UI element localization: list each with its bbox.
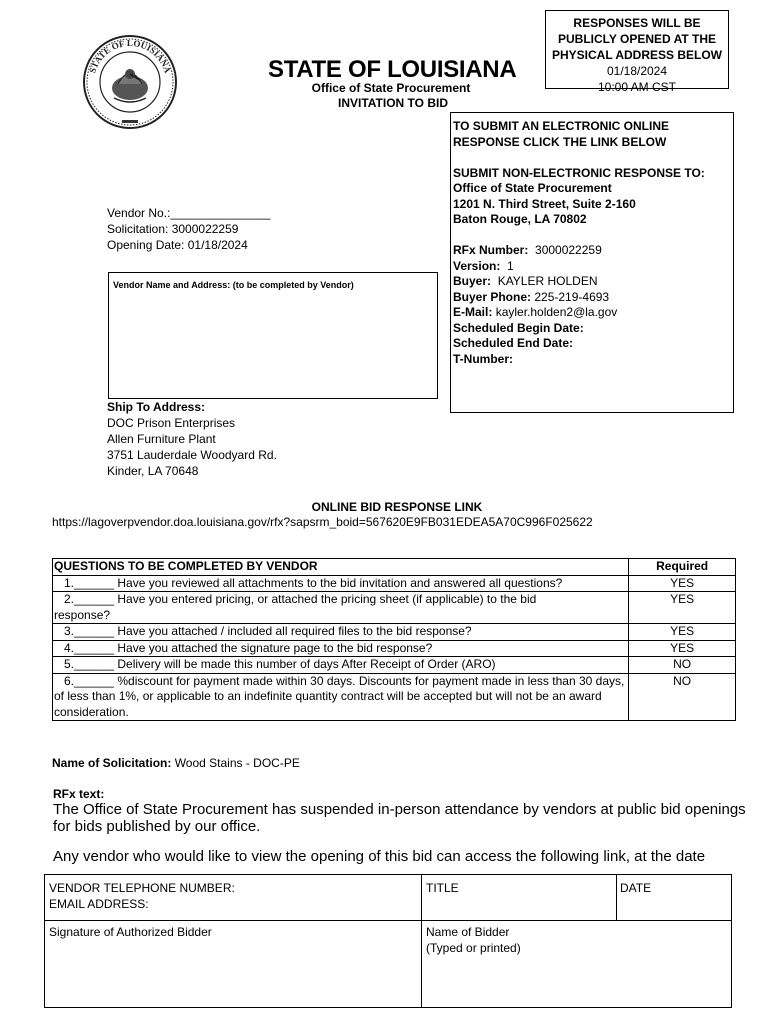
table-row <box>53 673 736 721</box>
submission-info-box <box>450 112 734 413</box>
begin-date: Scheduled Begin Date: <box>453 320 584 335</box>
question-cell[interactable]: 5.______ Delivery will be made this number of days After Receipt of Order (ARO) <box>53 657 629 674</box>
ship-to-line: 3751 Lauderdale Woodyard Rd. <box>107 448 277 462</box>
submit-address-line: Baton Rouge, LA 70802 <box>453 212 587 226</box>
signature-block <box>44 874 732 1008</box>
question-cell[interactable]: 1.______ Have you reviewed all attachments to the bid invitation and answered all questions? <box>53 575 629 592</box>
public-opening-notice <box>545 10 729 94</box>
question-cell[interactable]: 4.______ Have you attached the signature page to the bid response? <box>53 640 629 657</box>
rfx-text-paragraph: The Office of State Procurement has suspended in-person attendance by vendors at public bid openings for bids published by our office. <box>53 801 746 835</box>
question-cell[interactable]: 6.______ %discount for payment made within 30 days. Discounts for payment made in less than 30 days, of less than 1%, or applicable to an indefinite quantity contract will be accepted but will not be an award consideration. <box>53 673 629 721</box>
t-number: T-Number: <box>453 351 513 366</box>
buyer-email: E-Mail: kayler.holden2@la.gov <box>453 305 618 319</box>
submit-address-line: Office of State Procurement <box>453 181 612 195</box>
vendor-phone-field[interactable]: VENDOR TELEPHONE NUMBER: EMAIL ADDRESS: <box>49 881 235 911</box>
buyer-phone: Buyer Phone: 225-219-4693 <box>453 289 610 304</box>
signature-field[interactable]: Signature of Authorized Bidder <box>49 925 212 939</box>
required-cell: NO <box>629 657 736 674</box>
date-field[interactable]: DATE <box>620 881 652 895</box>
office-subtitle: Office of State Procurement <box>311 81 471 95</box>
required-cell: YES <box>629 575 736 592</box>
solicitation-number: Solicitation: 3000022259 <box>107 222 239 236</box>
title-field[interactable]: TITLE <box>426 881 459 895</box>
rfx-text-paragraph: Any vendor who would like to view the opening of this bid can access the following link, at the date <box>53 848 706 865</box>
vendor-box-label: Vendor Name and Address: (to be completed by Vendor) <box>113 280 354 290</box>
rfx-text-label: RFx text: <box>53 787 105 801</box>
opening-date-text: Opening Date: 01/18/2024 <box>107 238 248 252</box>
notice-line: RESPONSES WILL BE <box>573 16 701 30</box>
notice-line: PUBLICLY OPENED AT THE <box>557 32 717 46</box>
nonelectronic-heading: SUBMIT NON-ELECTRONIC RESPONSE TO: <box>453 165 705 180</box>
table-row <box>53 640 736 657</box>
online-link-heading: ONLINE BID RESPONSE LINK <box>311 500 483 514</box>
required-header: Required <box>629 559 736 576</box>
ship-to-line: Kinder, LA 70648 <box>107 464 199 478</box>
notice-line: PHYSICAL ADDRESS BELOW <box>551 48 722 62</box>
ship-to-address <box>107 399 277 479</box>
required-cell: YES <box>629 624 736 641</box>
electronic-instructions[interactable]: RESPONSE CLICK THE LINK BELOW <box>453 134 667 149</box>
rfx-number: RFx Number: 3000022259 <box>453 243 602 257</box>
questions-header: QUESTIONS TO BE COMPLETED BY VENDOR <box>53 559 629 576</box>
table-row <box>53 592 736 624</box>
table-row <box>53 575 736 592</box>
page-title: STATE OF LOUISIANA <box>268 56 517 83</box>
opening-date: 01/18/2024 <box>606 64 668 78</box>
solicitation-name: Name of Solicitation: Wood Stains - DOC-PE <box>52 756 300 770</box>
ship-to-label: Ship To Address: <box>107 400 206 414</box>
ship-to-line: Allen Furniture Plant <box>107 432 216 446</box>
required-cell: NO <box>629 673 736 721</box>
bidder-name-field[interactable]: Name of Bidder (Typed or printed) <box>426 925 521 955</box>
electronic-instructions: TO SUBMIT AN ELECTRONIC ONLINE <box>453 119 669 133</box>
question-cell[interactable]: 3.______ Have you attached / included all required files to the bid response? <box>53 624 629 641</box>
vendor-name-address-field[interactable] <box>108 272 438 399</box>
question-cell[interactable]: 2.______ Have you entered pricing, or attached the pricing sheet (if applicable) to the bid response? <box>53 592 629 624</box>
end-date: Scheduled End Date: <box>453 336 574 350</box>
vendor-questions-table <box>52 558 736 721</box>
version: Version: 1 <box>453 258 514 273</box>
buyer: Buyer: KAYLER HOLDEN <box>453 274 598 288</box>
table-header-row <box>53 559 736 576</box>
ship-to-line: DOC Prison Enterprises <box>107 416 236 430</box>
vendor-number-field[interactable]: Vendor No.:_______________ <box>107 206 271 220</box>
opening-time: 10:00 AM CST <box>597 80 677 94</box>
online-bid-link[interactable]: https://lagoverpvendor.doa.louisiana.gov/rfx?sapsrm_boid=567620E9FB031EDEA5A70C996F025622 <box>52 515 593 529</box>
table-row <box>53 624 736 641</box>
required-cell: YES <box>629 640 736 657</box>
submit-address-line: 1201 N. Third Street, Suite 2-160 <box>453 196 636 211</box>
vendor-info <box>107 205 270 253</box>
required-cell: YES <box>629 592 736 624</box>
table-row <box>53 657 736 674</box>
invitation-subtitle: INVITATION TO BID <box>338 96 448 110</box>
seal-text: STATE OF LOUISIANA <box>87 38 173 75</box>
